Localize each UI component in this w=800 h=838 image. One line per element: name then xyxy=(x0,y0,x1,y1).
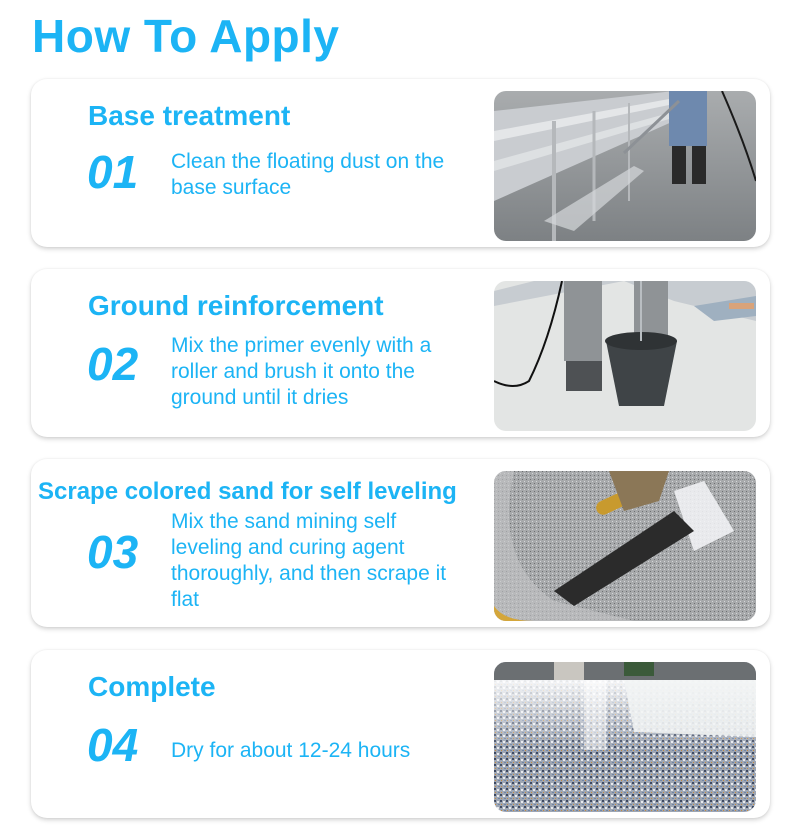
step-description: Mix the sand mining self leveling and curing agent thoroughly, and then scrape it flat xyxy=(171,510,447,611)
step-title: Ground reinforcement xyxy=(88,290,384,321)
finished-terrazzo-floor-photo xyxy=(494,662,756,812)
scraping-sand-trowel-photo xyxy=(494,471,756,621)
step-card-1 xyxy=(31,79,770,247)
step-card-3 xyxy=(31,459,770,627)
pressure-washing-floor-photo xyxy=(494,91,756,241)
step-card-2 xyxy=(31,269,770,437)
mixing-primer-bucket-photo xyxy=(494,281,756,431)
step-number: 01 xyxy=(87,146,139,198)
step-card-4 xyxy=(31,650,770,818)
step-number: 02 xyxy=(87,338,139,390)
step-title: Base treatment xyxy=(88,100,291,131)
step-title: Complete xyxy=(88,671,216,702)
step-description: Mix the primer evenly with a roller and brush it onto the ground until it dries xyxy=(171,334,432,409)
step-title: Scrape colored sand for self leveling xyxy=(38,478,457,505)
step-number: 04 xyxy=(87,719,139,771)
step-description: Dry for about 12-24 hours xyxy=(171,739,411,762)
page-title: How To Apply xyxy=(32,10,340,62)
step-number: 03 xyxy=(87,526,139,578)
step-description: Clean the floating dust on the base surface xyxy=(171,150,445,199)
